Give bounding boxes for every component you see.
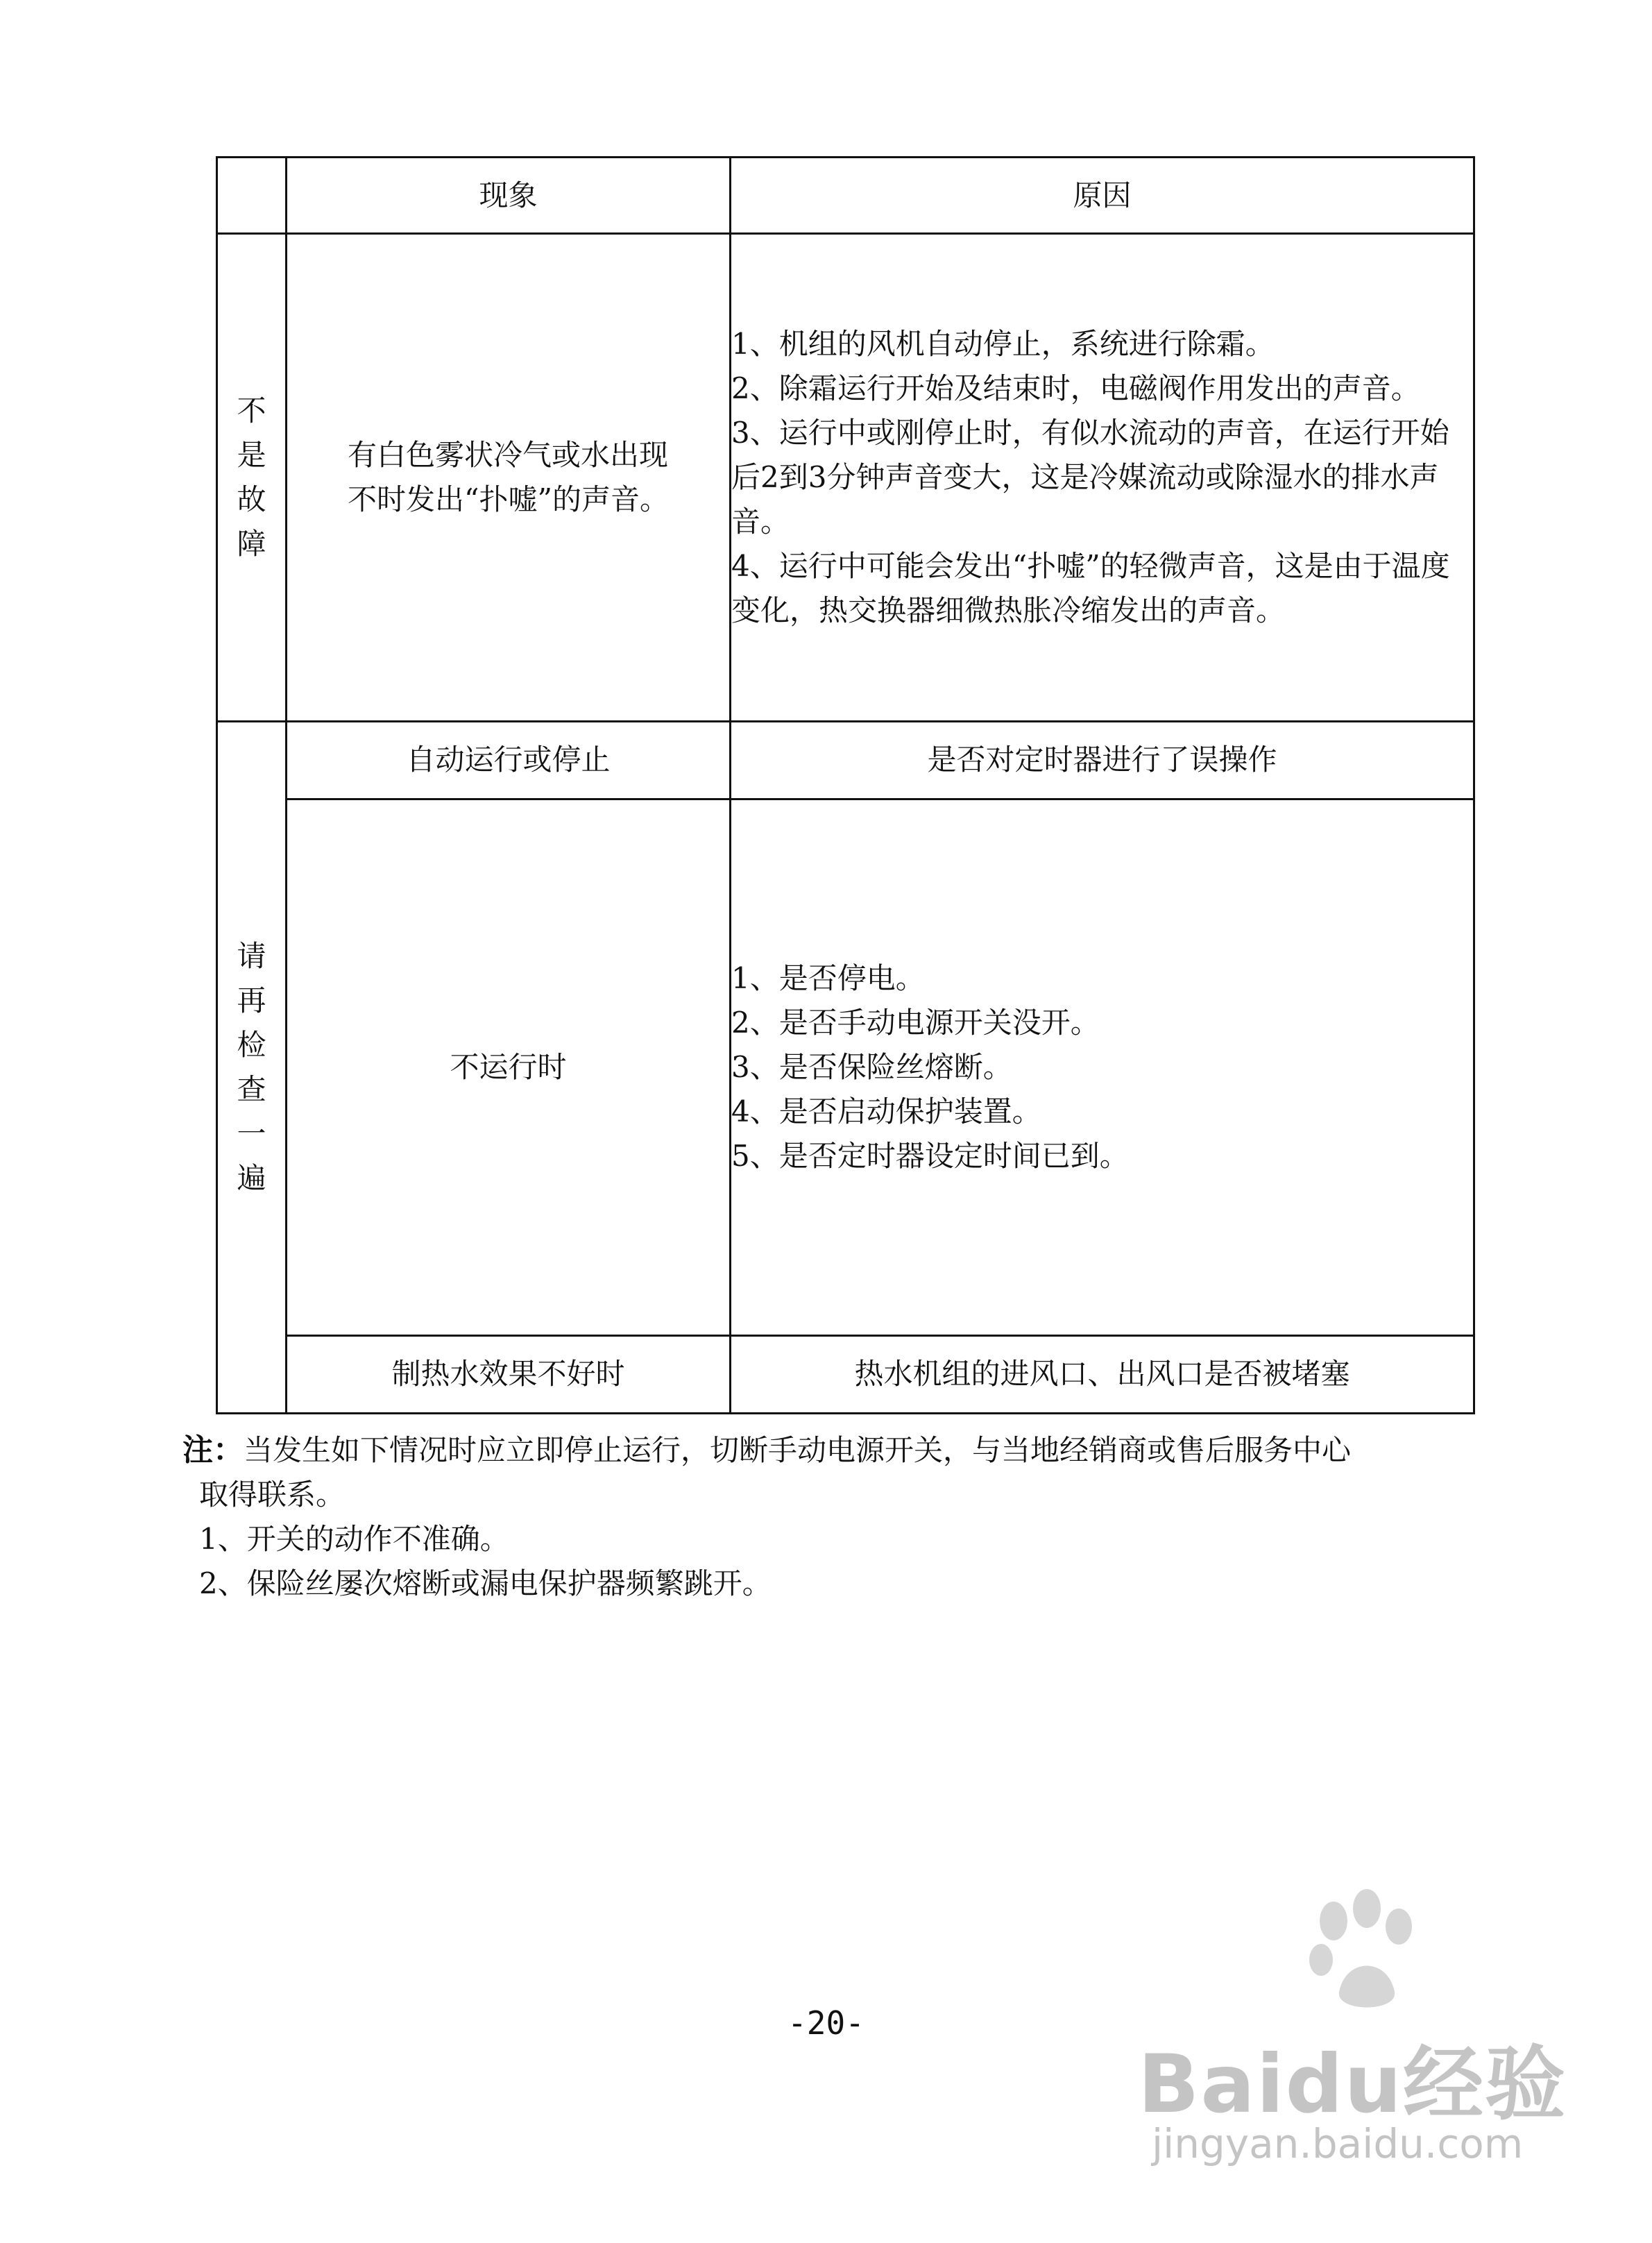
check-item: 2、是否手动电源开关没开。 (731, 1005, 1100, 1040)
heating-phenomenon: 制热水效果不好时 (287, 1335, 731, 1413)
note-item: 2、保险丝屡次熔断或漏电保护器频繁跳开。 (199, 1566, 772, 1600)
header-phenomenon: 现象 (287, 158, 731, 234)
category-recheck (217, 721, 287, 1413)
table-row-heating (217, 1335, 1474, 1413)
cause-item: 4、运行中可能会发出“扑嘘”的轻微声音，这是由于温度变化，热交换器细微热胀冷缩发出的声音。 (731, 549, 1450, 628)
not-running-phenomenon: 不运行时 (287, 799, 731, 1336)
check-item: 3、是否保险丝熔断。 (731, 1049, 1012, 1084)
baidu-watermark (1138, 1888, 1568, 2186)
troubleshooting-table-wrap (216, 156, 1473, 1414)
not-fault-phenomenon-block (348, 433, 669, 522)
check-item: 4、是否启动保护装置。 (731, 1094, 1041, 1128)
note-item: 1、开关的动作不准确。 (199, 1522, 509, 1556)
troubleshooting-table (216, 156, 1475, 1414)
check-item: 5、是否定时器设定时间已到。 (731, 1138, 1129, 1173)
not-fault-causes (731, 234, 1474, 721)
note-text: 当发生如下情况时应立即停止运行，切断手动电源开关，与当地经销商或售后服务中心 (244, 1433, 1352, 1467)
category-not-fault-label: 不是故障 (237, 393, 266, 561)
page-number: -20- (787, 2004, 865, 2042)
auto-run-phenomenon: 自动运行或停止 (287, 721, 731, 799)
check-item: 1、是否停电。 (731, 960, 925, 995)
header-cause: 原因 (731, 158, 1474, 234)
table-row-auto-run (217, 721, 1474, 799)
watermark-logo-text: Baidu经验 (1138, 2038, 1567, 2131)
not-fault-phenomenon-line: 有白色雾状冷气或水出现 (348, 438, 669, 473)
not-running-causes (731, 799, 1474, 1336)
table-header-row (217, 158, 1474, 234)
note-intro (182, 1428, 1473, 1473)
watermark-url: jingyan.baidu.com (1152, 2120, 1524, 2167)
not-fault-phenomenon-line: 不时发出“扑嘘”的声音。 (348, 482, 669, 517)
note-text-continued: 取得联系。 (199, 1478, 346, 1512)
cause-item: 2、除霜运行开始及结束时，电磁阀作用发出的声音。 (731, 371, 1420, 406)
not-fault-phenomenon (287, 234, 731, 721)
cause-item: 3、运行中或刚停止时，有似水流动的声音，在运行开始后2到3分钟声音变大，这是冷媒流动或除湿水的排水声音。 (731, 416, 1449, 539)
category-recheck-label: 请再检查一遍 (237, 938, 266, 1195)
note-label: 注： (182, 1432, 244, 1468)
category-not-fault (217, 234, 287, 721)
cause-item: 1、机组的风机自动停止，系统进行除霜。 (731, 327, 1275, 362)
auto-run-cause: 是否对定时器进行了误操作 (731, 721, 1474, 799)
table-row-not-running (217, 799, 1474, 1336)
table-row-not-fault (217, 234, 1474, 721)
paw-icon (1297, 1888, 1429, 2022)
header-blank-cell (217, 158, 287, 234)
notes-section (182, 1428, 1473, 1606)
heating-cause: 热水机组的进风口、出风口是否被堵塞 (731, 1335, 1474, 1413)
